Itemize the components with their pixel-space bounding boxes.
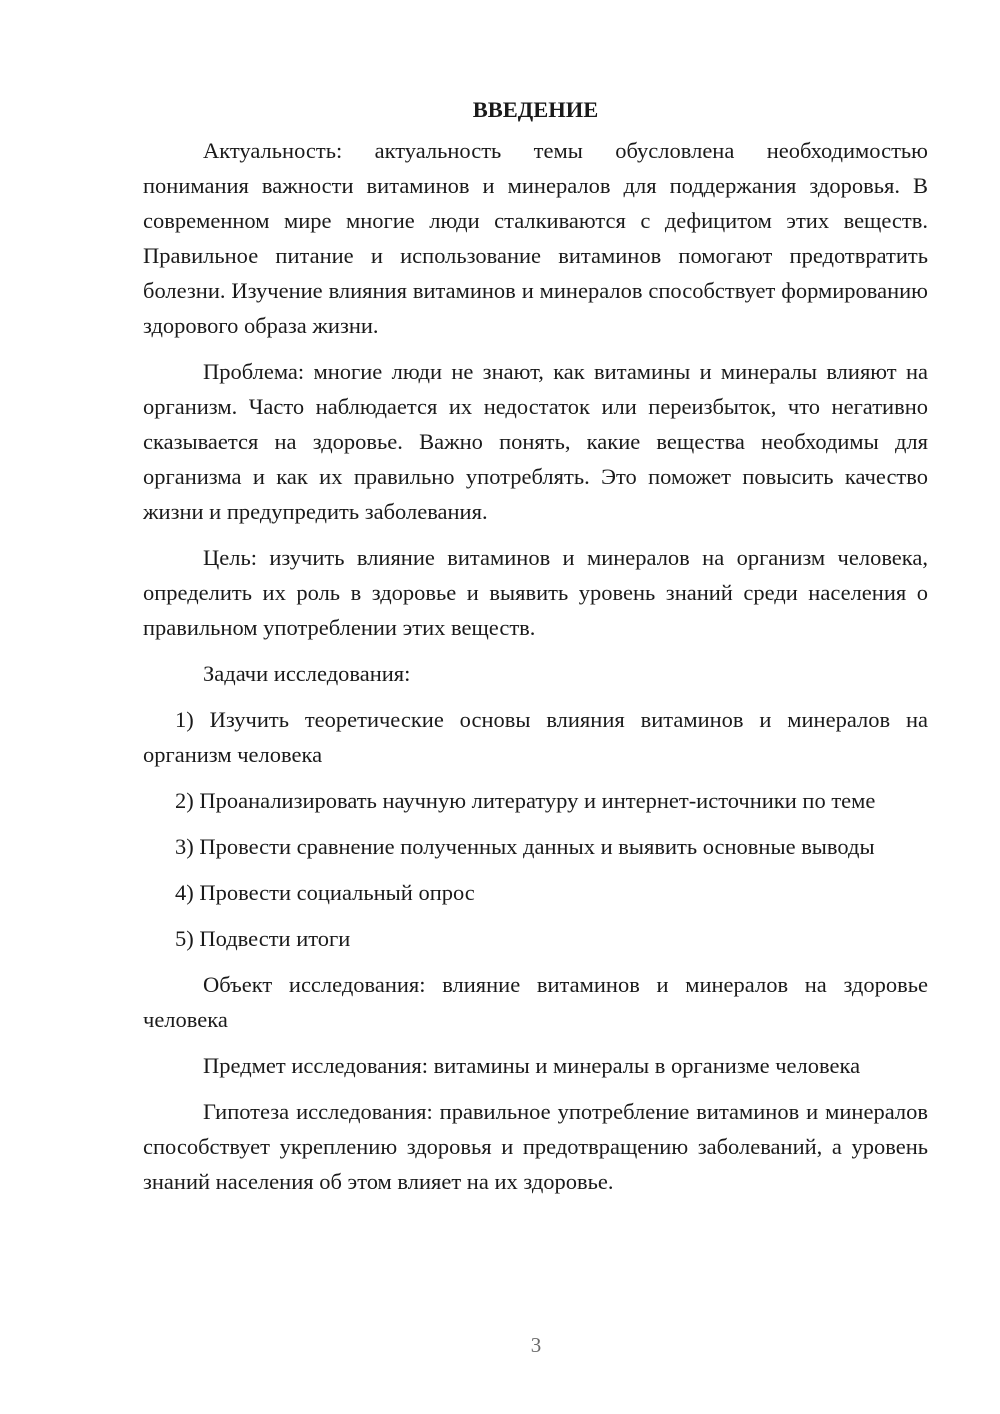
goal-paragraph: Цель: изучить влияние витаминов и минералов на организм человека, определить их роль в здоровье и выявить уровень знаний среди населения о правильном употреблении этих веществ. [143,545,928,640]
section-title: ВВЕДЕНИЕ [472,97,599,122]
task-item-3: 3) Провести сравнение полученных данных и выявить основные выводы [175,834,875,859]
subject-paragraph: Предмет исследования: витамины и минералы в организме человека [203,1053,861,1078]
task-item-1: 1) Изучить теоретические основы влияния витаминов и минералов на организм человека [143,707,928,767]
relevance-paragraph: Актуальность: актуальность темы обусловлена необходимостью понимания важности витаминов и минералов для поддержания здоровья. В современном мире многие люди сталкиваются с дефицитом этих веществ. Правильное питание и использование витаминов помогают предотвратить болезни. Изучение влияния витаминов и минералов способствует формированию здорового образа жизни. [143,138,928,338]
hypothesis-paragraph: Гипотеза исследования: правильное употребление витаминов и минералов способствует укреплению здоровья и предотвращению заболеваний, а уровень знаний населения об этом влияет на их здоровье. [143,1099,928,1194]
problem-paragraph: Проблема: многие люди не знают, как витамины и минералы влияют на организм. Часто наблюдается их недостаток или переизбыток, что негативно сказывается на здоровье. Важно понять, какие вещества необходимы для организма и как их правильно употреблять. Это поможет повысить качество жизни и предупредить заболевания. [143,359,928,524]
task-item-4: 4) Провести социальный опрос [175,880,475,905]
task-item-2: 2) Проанализировать научную литературу и интернет-источники по теме [175,788,876,813]
task-item-5: 5) Подвести итоги [175,926,351,951]
object-paragraph: Объект исследования: влияние витаминов и минералов на здоровье человека [143,972,928,1032]
tasks-heading: Задачи исследования: [203,661,411,686]
page-number: 3 [530,1333,542,1357]
document-body [143,92,928,1210]
